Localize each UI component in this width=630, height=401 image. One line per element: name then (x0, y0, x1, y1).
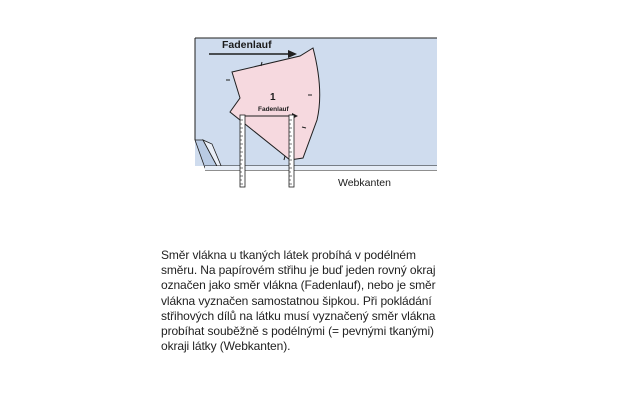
caption-text: Směr vlákna u tkaných látek probíhá v podélném směru. Na papírovém střihu je buď jeden rovný okraj označen jako směr vlákna (Fadenlauf), nebo je směr vlákna vyznačen samostatnou šipkou. Při pokládání střihových dílů na látku musí vyznačený směr vlákna probíhat souběžně s podélnými (= pevnými tkanými) okraji látky (Webkanten). (161, 248, 436, 354)
pattern-grain-label: Fadenlauf (258, 106, 289, 113)
measuring-ruler-right (289, 115, 294, 187)
pattern-piece-number: 1 (270, 92, 276, 103)
grainline-diagram (0, 0, 630, 200)
selvage-label: Webkanten (338, 177, 391, 189)
measuring-ruler-left (240, 115, 245, 187)
fabric-grain-label: Fadenlauf (222, 39, 272, 51)
